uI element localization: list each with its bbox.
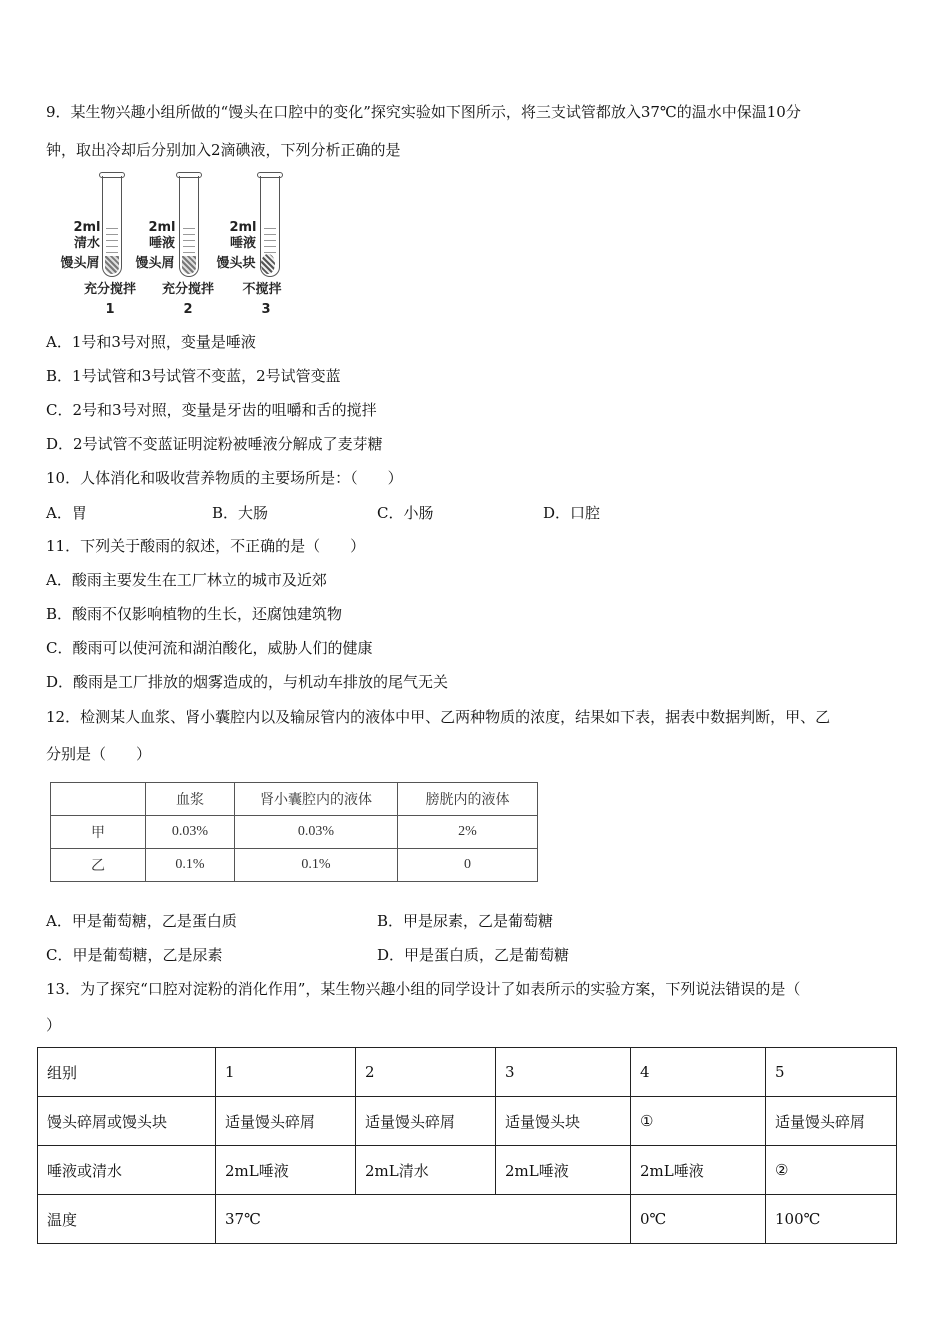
table-cell: 2mL唾液 (216, 1146, 356, 1195)
q13-stem-line1: 13．为了探究“口腔对淀粉的消化作用”，某生物兴趣小组的同学设计了如表所示的实验方案，下列说法错误的是（ (46, 980, 801, 998)
q13-stem-line2: ） (46, 1016, 62, 1034)
table-cell: 0 (398, 849, 538, 882)
table-cell: 2 (356, 1048, 496, 1097)
tube-1-number: 1 (105, 302, 115, 317)
table-header-cell (51, 783, 146, 816)
tube-2-liquid: 唾液 (148, 236, 175, 251)
q9-option-a: A．1号和3号对照，变量是唾液 (46, 333, 256, 351)
table-row (38, 1048, 897, 1097)
q12-stem-line2: 分别是（ ） (46, 745, 152, 763)
tube-3-liquid: 唾液 (229, 236, 256, 251)
tube-2 (179, 176, 199, 277)
q12-option-a: A．甲是葡萄糖，乙是蛋白质 (46, 912, 237, 930)
table-cell: 适量馒头块 (496, 1097, 631, 1146)
table-cell: 适量馒头碎屑 (356, 1097, 496, 1146)
q11-option-a: A．酸雨主要发生在工厂林立的城市及近郊 (46, 571, 327, 589)
tube-1 (102, 176, 122, 277)
table-cell: 馒头碎屑或馒头块 (38, 1097, 216, 1146)
q12-option-d: D．甲是蛋白质，乙是葡萄糖 (377, 946, 570, 964)
tube-3-number: 3 (261, 302, 271, 317)
table-row (51, 849, 538, 882)
table-cell: ① (631, 1097, 766, 1146)
q10-option-b: B．大肠 (212, 504, 269, 522)
table-cell: 2mL唾液 (496, 1146, 631, 1195)
table-cell: 2mL清水 (356, 1146, 496, 1195)
tube-2-stir: 充分搅拌 (161, 282, 214, 297)
table-cell: 5 (766, 1048, 897, 1097)
table-cell: 2% (398, 816, 538, 849)
table-cell: 0.1% (235, 849, 398, 882)
tube-3 (260, 176, 280, 277)
q12-option-b: B．甲是尿素，乙是葡萄糖 (377, 912, 554, 930)
q11-option-b: B．酸雨不仅影响植物的生长，还腐蚀建筑物 (46, 605, 343, 623)
q11-stem: 11．下列关于酸雨的叙述，不正确的是（ ） (46, 537, 366, 555)
q9-option-c: C．2号和3号对照，变量是牙齿的咀嚼和舌的搅拌 (46, 401, 377, 419)
table-cell: ② (766, 1146, 897, 1195)
table-cell: 组别 (38, 1048, 216, 1097)
tube-1-volume: 2ml (73, 220, 101, 235)
tube-3-stir: 不搅拌 (242, 282, 282, 297)
table-header-cell: 肾小囊腔内的液体 (235, 783, 398, 816)
q9-option-b: B．1号试管和3号试管不变蓝，2号试管变蓝 (46, 367, 341, 385)
table-cell: 乙 (51, 849, 146, 882)
table-cell: 100℃ (766, 1195, 897, 1244)
table-cell: 2mL唾液 (631, 1146, 766, 1195)
tube-1-solid: 馒头屑 (60, 256, 100, 271)
table-cell: 0.03% (146, 816, 235, 849)
table-cell: 37℃ (216, 1195, 631, 1244)
q11-option-c: C．酸雨可以使河流和湖泊酸化，威胁人们的健康 (46, 639, 373, 657)
q10-option-d: D．口腔 (543, 504, 601, 522)
table-cell: 0.03% (235, 816, 398, 849)
tube-2-solid: 馒头屑 (135, 256, 175, 271)
table-cell: 0.1% (146, 849, 235, 882)
table-cell: 3 (496, 1048, 631, 1097)
tube-2-volume: 2ml (148, 220, 176, 235)
q11-option-d: D．酸雨是工厂排放的烟雾造成的，与机动车排放的尾气无关 (46, 673, 449, 691)
q13-experiment-table (37, 1047, 897, 1244)
tube-1-stir: 充分搅拌 (83, 282, 136, 297)
q12-data-table (50, 782, 538, 882)
table-cell: 温度 (38, 1195, 216, 1244)
table-cell: 唾液或清水 (38, 1146, 216, 1195)
table-cell: 4 (631, 1048, 766, 1097)
table-row (51, 816, 538, 849)
tube-1-liquid: 清水 (73, 236, 100, 251)
q12-stem-line1: 12．检测某人血浆、肾小囊腔内以及输尿管内的液体中甲、乙两种物质的浓度，结果如下表，据表中数据判断，甲、乙 (46, 708, 831, 726)
q12-options-row1 (46, 910, 906, 930)
q9-option-d: D．2号试管不变蓝证明淀粉被唾液分解成了麦芽糖 (46, 435, 383, 453)
table-cell: 适量馒头碎屑 (216, 1097, 356, 1146)
table-row (38, 1146, 897, 1195)
table-cell: 1 (216, 1048, 356, 1097)
table-cell: 甲 (51, 816, 146, 849)
table-row (51, 783, 538, 816)
tube-3-volume: 2ml (229, 220, 257, 235)
table-cell: 适量馒头碎屑 (766, 1097, 897, 1146)
q10-option-a: A．胃 (46, 504, 87, 522)
table-header-cell: 膀胱内的液体 (398, 783, 538, 816)
tube-3-solid: 馒头块 (216, 256, 256, 271)
tube-2-number: 2 (183, 302, 193, 317)
q9-stem-line1: 9．某生物兴趣小组所做的“馒头在口腔中的变化”探究实验如下图所示，将三支试管都放入37℃的温水中保温10分 (46, 103, 801, 121)
test-tube-figure (50, 168, 300, 326)
table-cell: 0℃ (631, 1195, 766, 1244)
table-header-cell: 血浆 (146, 783, 235, 816)
q10-stem: 10．人体消化和吸收营养物质的主要场所是：（ ） (46, 469, 403, 487)
q9-stem-line2: 钟，取出冷却后分别加入2滴碘液，下列分析正确的是 (46, 141, 401, 159)
q12-option-c: C．甲是葡萄糖，乙是尿素 (46, 946, 223, 964)
q12-options-row2 (46, 944, 906, 964)
q10-options (46, 502, 906, 522)
q10-option-c: C．小肠 (377, 504, 434, 522)
table-row (38, 1097, 897, 1146)
table-row (38, 1195, 897, 1244)
